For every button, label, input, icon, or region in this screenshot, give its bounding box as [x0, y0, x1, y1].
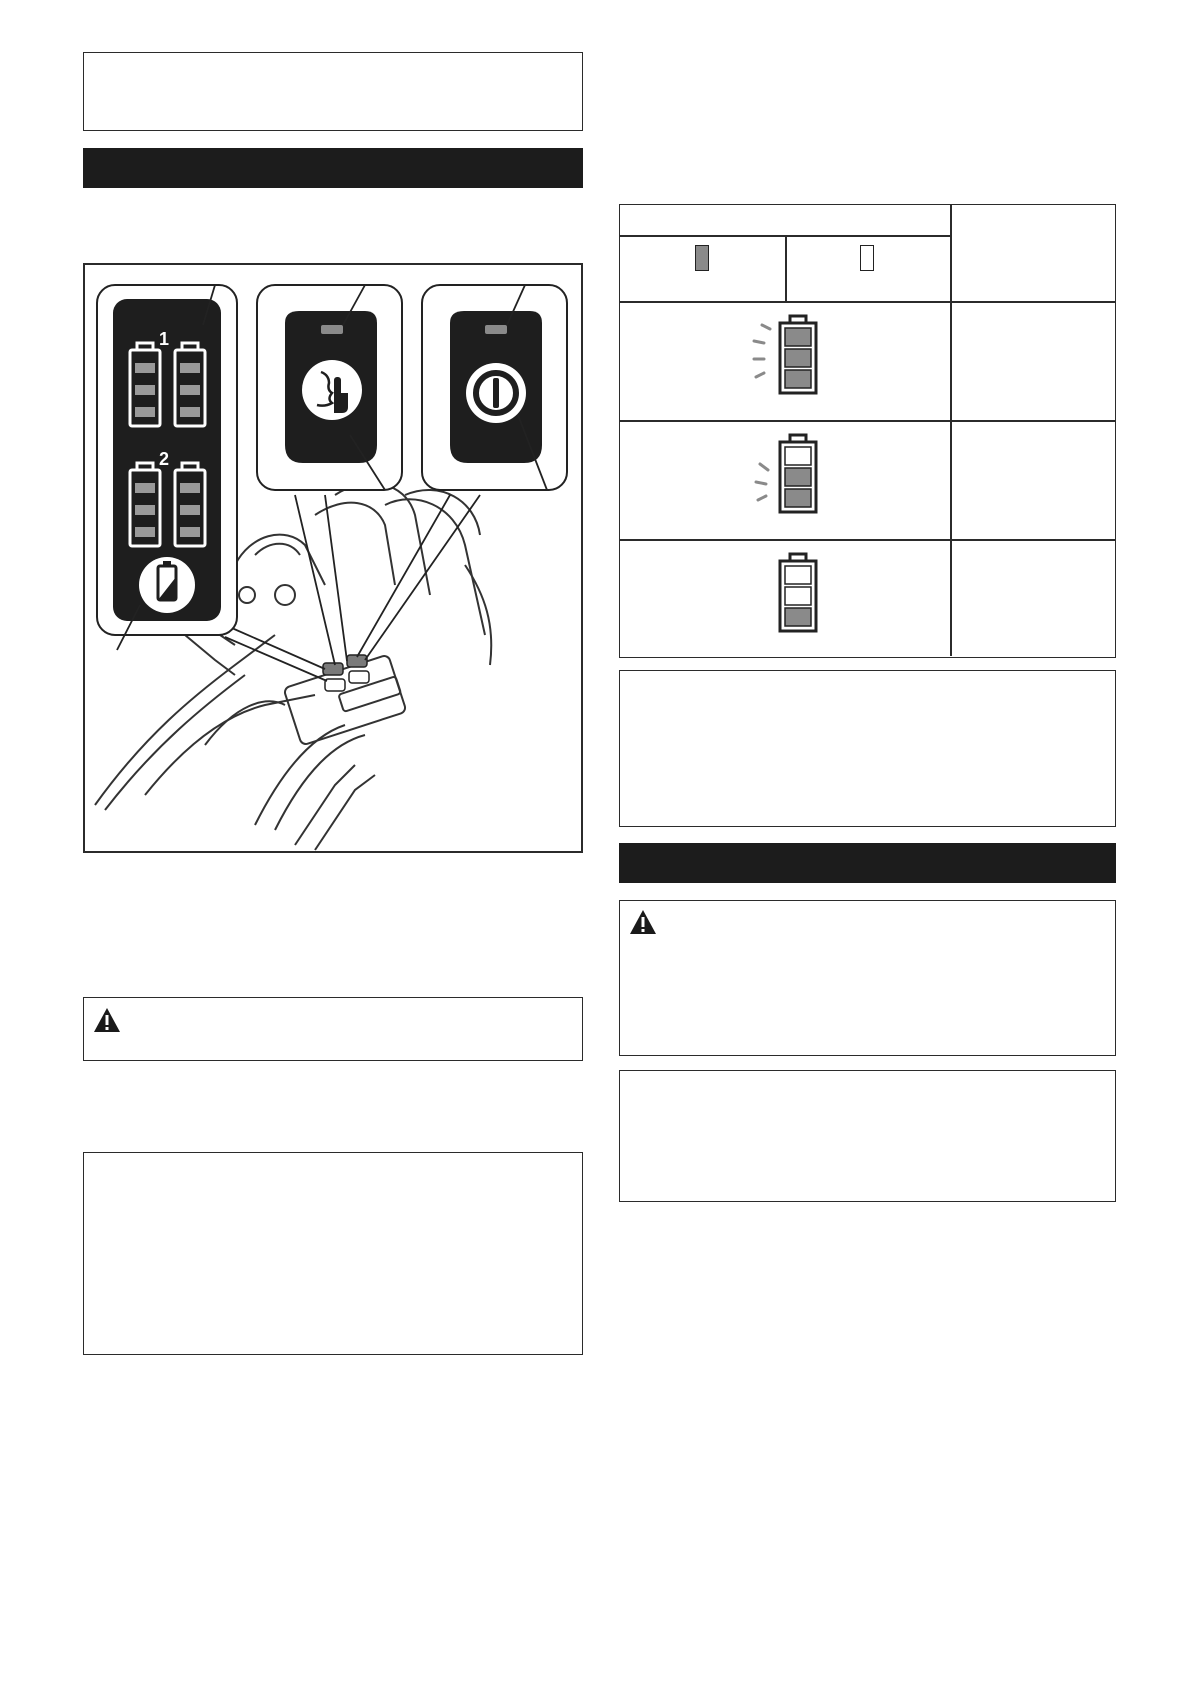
warning-box-right — [619, 900, 1116, 1056]
warning-triangle-icon — [629, 909, 657, 935]
top-note-box — [83, 52, 583, 131]
note-box-lower-left — [83, 1152, 583, 1355]
section-heading-band-right — [619, 843, 1116, 883]
battery-group-label-2: 2 — [159, 449, 170, 469]
legend-off-indicator — [860, 245, 874, 271]
warning-box-left — [83, 997, 583, 1061]
battery-level-2-icon — [748, 430, 848, 520]
battery-level-1-icon — [748, 549, 848, 639]
legend-lit-indicator — [695, 245, 709, 271]
control-panel-illustration — [85, 265, 581, 851]
control-panel-figure — [83, 263, 583, 853]
silent-mode-callout — [257, 285, 402, 490]
note-box-lower-right — [619, 1070, 1116, 1202]
battery-check-button — [139, 557, 195, 613]
power-button-callout — [422, 285, 567, 490]
section-heading-band-left — [83, 148, 583, 188]
battery-level-3-icon — [748, 311, 848, 401]
housing-buttons — [323, 655, 369, 691]
warning-triangle-icon — [93, 1007, 121, 1033]
battery-group-label-1: 1 — [159, 329, 170, 349]
battery-indicator-table — [619, 204, 1116, 658]
note-box-right — [619, 670, 1116, 827]
callout-leaders — [225, 495, 480, 681]
